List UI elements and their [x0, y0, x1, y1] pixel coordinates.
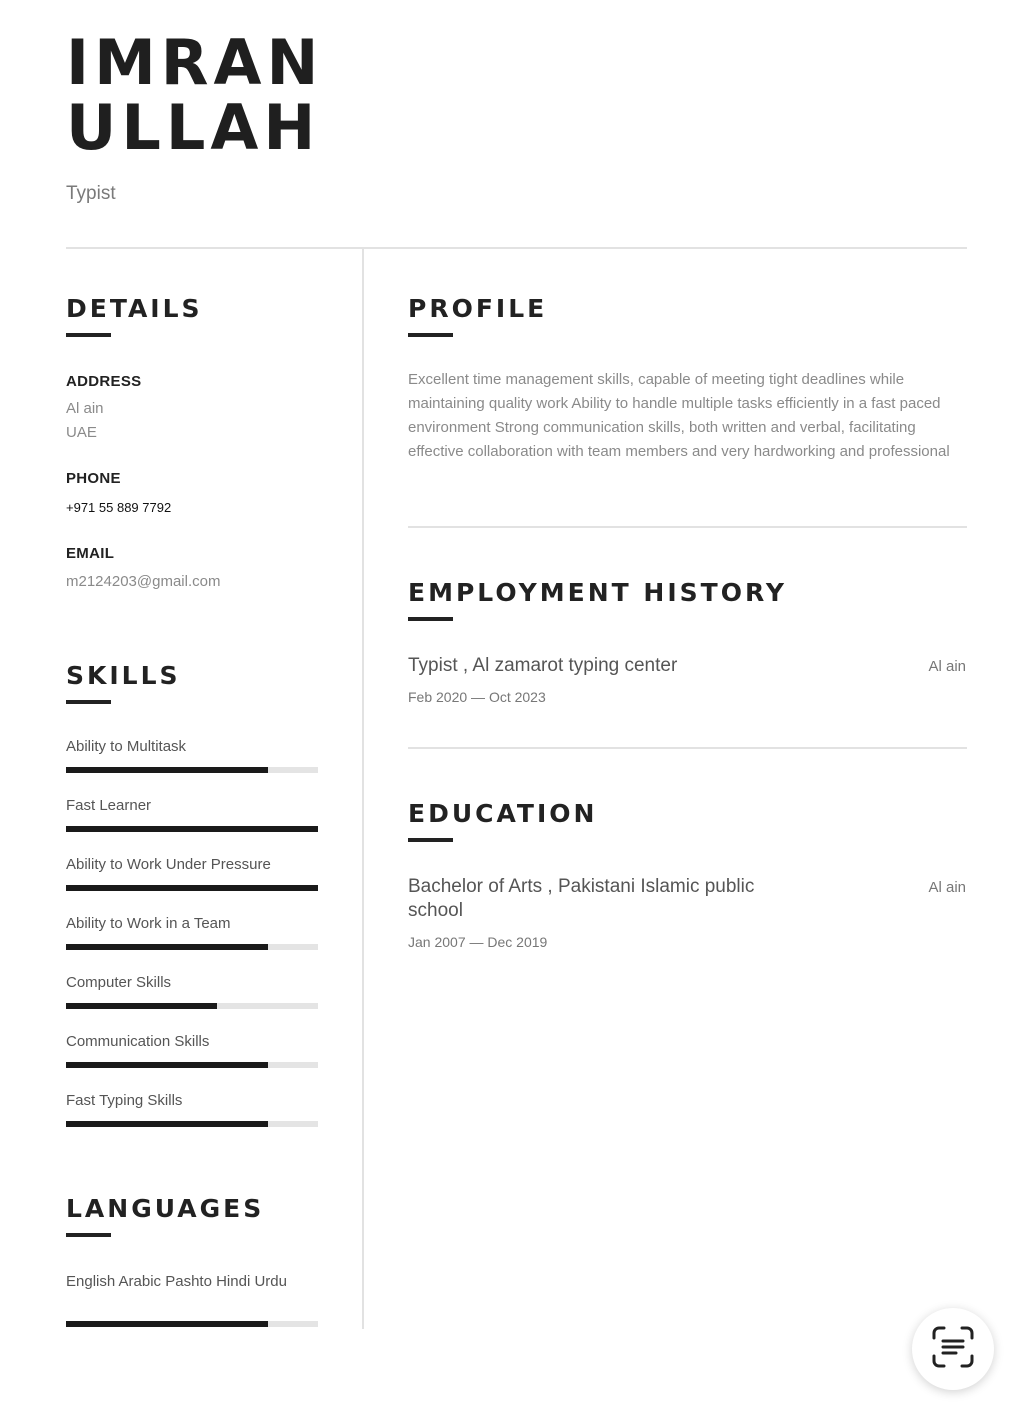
profile-heading-underline	[408, 333, 453, 337]
education-entry-dates: Jan 2007 — Dec 2019	[408, 934, 548, 950]
skill-level-fill	[66, 767, 268, 773]
languages-heading: LANGUAGES	[66, 1194, 265, 1223]
employment-heading: EMPLOYMENT HISTORY	[408, 578, 787, 607]
skill-level-bar	[66, 944, 318, 950]
education-heading: EDUCATION	[408, 799, 598, 828]
employment-heading-underline	[408, 617, 453, 621]
skill-level-fill	[66, 944, 268, 950]
language-name: English Arabic Pashto Hindi Urdu	[66, 1273, 287, 1290]
skill-level-bar	[66, 885, 318, 891]
skill-level-bar	[66, 1121, 318, 1127]
phone-label: PHONE	[66, 470, 121, 487]
profile-text: Excellent time management skills, capable of meeting tight deadlines while maintaining quality work Ability to handle multiple tasks efficiently in a fast paced environment Strong communication skills, both written and verbal, facilitating effective collaboration with team members and very hardworking and professional	[408, 371, 950, 460]
skill-level-fill	[66, 1062, 268, 1068]
education-heading-underline	[408, 838, 453, 842]
skill-level-fill	[66, 1121, 268, 1127]
last-name: ULLAH	[66, 91, 321, 164]
column-divider	[362, 249, 364, 1329]
skill-name: Ability to Work in a Team	[66, 915, 231, 932]
details-heading-underline	[66, 333, 111, 337]
skill-name: Ability to Work Under Pressure	[66, 856, 271, 873]
skill-name: Fast Typing Skills	[66, 1092, 183, 1109]
skill-level-fill	[66, 1003, 217, 1009]
skill-level-bar	[66, 1003, 318, 1009]
skills-heading-underline	[66, 700, 111, 704]
text-scan-icon	[930, 1324, 976, 1375]
text-scan-button[interactable]	[912, 1308, 994, 1390]
employment-divider	[408, 747, 967, 749]
skill-name: Communication Skills	[66, 1033, 210, 1050]
languages-heading-underline	[66, 1233, 111, 1237]
skill-level-bar	[66, 767, 318, 773]
profile-divider	[408, 526, 967, 528]
details-heading: DETAILS	[66, 294, 203, 323]
email-value: m2124203@gmail.com	[66, 573, 221, 590]
skill-name: Computer Skills	[66, 974, 172, 991]
education-entry-location: Al ain	[928, 879, 966, 896]
employment-entry-dates: Feb 2020 — Oct 2023	[408, 689, 546, 705]
skill-level-fill	[66, 826, 318, 832]
employment-entry-title: Typist , Al zamarot typing center	[408, 655, 678, 676]
job-title: Typist	[66, 183, 116, 204]
language-level-bar	[66, 1321, 318, 1327]
skill-name: Fast Learner	[66, 797, 152, 814]
first-name: IMRAN	[66, 26, 324, 99]
address-line-1: Al ain	[66, 400, 104, 417]
profile-heading: PROFILE	[408, 294, 548, 323]
skill-level-fill	[66, 885, 318, 891]
phone-value: +971 55 889 7792	[66, 500, 172, 515]
skill-level-bar	[66, 826, 318, 832]
employment-entry-location: Al ain	[928, 658, 966, 675]
skills-heading: SKILLS	[66, 661, 181, 690]
skill-level-bar	[66, 1062, 318, 1068]
education-entry-title: Bachelor of Arts , Pakistani Islamic public school	[408, 876, 755, 921]
email-label: EMAIL	[66, 545, 115, 562]
address-line-2: UAE	[66, 424, 97, 441]
language-level-fill	[66, 1321, 268, 1327]
header-divider	[66, 247, 967, 249]
skill-name: Ability to Multitask	[66, 738, 187, 755]
address-label: ADDRESS	[66, 373, 142, 390]
